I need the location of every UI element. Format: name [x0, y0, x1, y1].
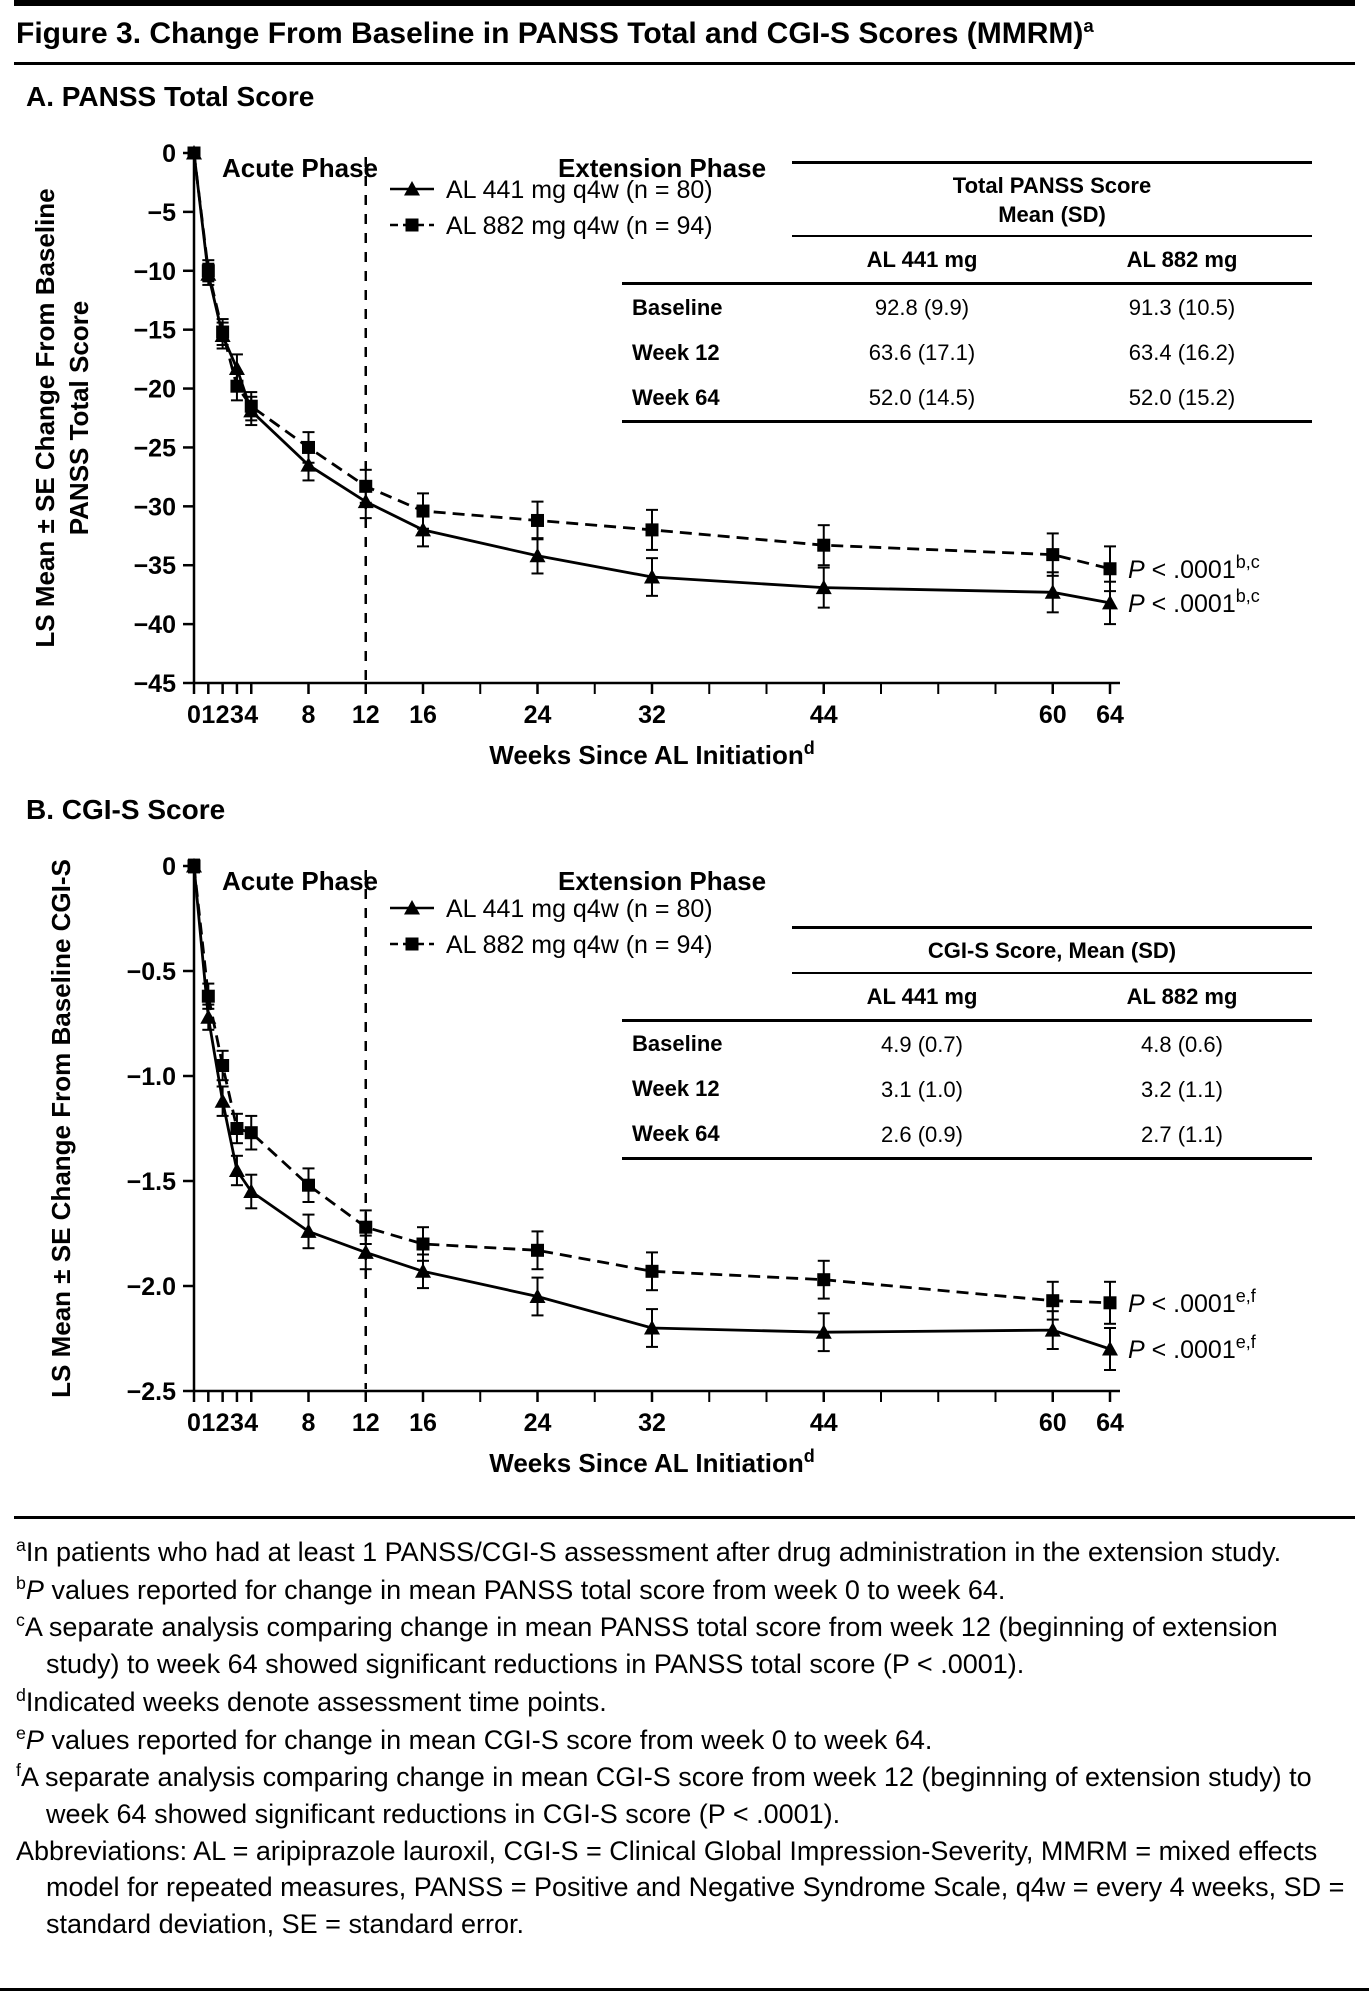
cell: 3.1 (1.0)	[881, 1076, 963, 1102]
cgis-chart	[14, 826, 1355, 1486]
y-tick-label: −5	[147, 198, 176, 227]
x-tick-label: 32	[638, 701, 666, 729]
figure-title-bar	[14, 0, 1355, 65]
footnote-marker: e	[16, 1722, 26, 1743]
square-marker	[1046, 1294, 1059, 1307]
footnote-text: values reported for change in mean CGI-S score from week 0 to week 64.	[43, 1724, 933, 1755]
y-tick-label: −30	[133, 493, 176, 522]
cell: 92.8 (9.9)	[874, 295, 970, 321]
x-tick-label: 1	[201, 701, 216, 729]
table-title-line: Mean (SD)	[998, 201, 1106, 227]
x-tick-label: 12	[351, 701, 380, 729]
row-label: Baseline	[632, 294, 723, 320]
figure-title-superscript: a	[1083, 15, 1094, 36]
legend-entry-label: AL 882 mg q4w (n = 94)	[446, 212, 713, 240]
panss-summary-table	[622, 161, 1312, 423]
cell: 3.2 (1.1)	[1141, 1076, 1223, 1102]
acute-phase-label: Acute Phase	[221, 866, 379, 896]
x-axis	[187, 683, 1124, 729]
table-column-headers	[622, 237, 1312, 285]
x-tick-label: 60	[1038, 1409, 1067, 1437]
x-tick-label: 44	[809, 701, 838, 729]
y-tick-label: −45	[133, 670, 176, 698]
y-tick-label: −0.5	[126, 958, 176, 986]
extension-phase-label: Extension Phase	[557, 153, 767, 183]
y-tick-label: −1.0	[126, 1063, 176, 1091]
y-tick-label: −10	[133, 257, 176, 286]
square-marker	[646, 1265, 659, 1278]
svg-text:Weeks Since AL Initiationd: Weeks Since AL Initiation$^d$	[489, 1446, 815, 1478]
p-value-label: $P < .0001^{b,c}$	[1128, 551, 1260, 584]
x-tick-label: 4	[244, 701, 259, 729]
square-marker	[817, 1273, 830, 1286]
square-marker	[202, 264, 215, 277]
y-axis-label	[30, 188, 94, 647]
cell: 2.6 (0.9)	[881, 1121, 963, 1147]
abbreviations	[16, 1833, 1351, 1943]
y-tick-label: −40	[133, 611, 176, 640]
x-tick-label: 44	[809, 1409, 838, 1437]
svg-text:PANSS Total Score: PANSS Total Score	[64, 300, 94, 536]
square-marker	[531, 514, 544, 527]
column-header: AL 882 mg	[1126, 983, 1238, 1009]
table-corner	[622, 237, 792, 282]
y-axis	[134, 140, 194, 698]
square-marker	[230, 380, 243, 393]
x-tick-label: 16	[409, 1409, 437, 1437]
row-label: Week 12	[632, 1076, 720, 1102]
figure-title-text: Figure 3. Change From Baseline in PANSS Total and CGI-S Scores (MMRM)	[16, 17, 1084, 50]
table-title-row	[622, 926, 1312, 974]
footnote-e	[16, 1721, 1351, 1759]
square-marker	[406, 938, 419, 951]
table-row	[622, 375, 1312, 423]
footnote-lead: P	[25, 1724, 44, 1755]
footnote-text: A separate analysis comparing change in mean PANSS total score from week 12 (beginning of extension study) to week 64 showed significant reductions in PANSS total score (P < .0001).	[24, 1612, 1278, 1680]
x-tick-label: 0	[187, 1409, 201, 1437]
column-header: AL 441 mg	[866, 247, 978, 273]
cell: 63.6 (17.1)	[868, 340, 976, 366]
panss-chart	[14, 113, 1355, 778]
cell: 52.0 (14.5)	[868, 385, 976, 411]
triangle-marker	[229, 1163, 245, 1178]
y-tick-label: −35	[133, 552, 176, 581]
x-tick-label: 64	[1096, 1409, 1124, 1437]
footnote-f	[16, 1758, 1351, 1832]
row-label: Week 64	[632, 1121, 720, 1147]
y-axis-label	[46, 859, 76, 1398]
row-label: Baseline	[632, 1031, 723, 1057]
square-marker	[359, 480, 372, 493]
footnote-d	[16, 1683, 1351, 1721]
square-marker	[245, 1126, 258, 1139]
y-tick-label: −2.5	[126, 1378, 176, 1406]
y-tick-label: −25	[133, 434, 176, 463]
footnote-a	[16, 1533, 1351, 1571]
x-tick-label: 24	[523, 1409, 552, 1437]
panel-b-heading: B. CGI-S Score	[26, 794, 226, 825]
y-tick-label: −2.0	[126, 1273, 176, 1301]
cell: 63.4 (16.2)	[1128, 340, 1236, 366]
y-tick-label: −15	[133, 316, 176, 345]
x-axis-label	[489, 1446, 815, 1478]
cell: 91.3 (10.5)	[1128, 295, 1236, 321]
legend-entry-label: AL 441 mg q4w (n = 80)	[446, 895, 713, 923]
x-tick-label: 0	[187, 701, 201, 729]
p-value-label: $P < .0001^{e,f}$	[1128, 1285, 1256, 1318]
x-tick-label: 16	[409, 701, 437, 729]
row-label: Week 64	[632, 384, 720, 410]
cell: 2.7 (1.1)	[1141, 1121, 1223, 1147]
table-row	[622, 1022, 1312, 1067]
square-marker	[230, 1122, 243, 1135]
square-marker	[216, 326, 229, 339]
footnote-text: values reported for change in mean PANSS total score from week 0 to week 64.	[43, 1574, 1006, 1605]
y-tick-label: −20	[133, 375, 176, 404]
column-header: AL 441 mg	[866, 983, 978, 1009]
square-marker	[202, 990, 215, 1003]
square-marker	[188, 147, 201, 160]
square-marker	[817, 539, 830, 552]
x-tick-label: 60	[1038, 701, 1067, 729]
footnote-lead: P	[25, 1574, 44, 1605]
square-marker	[245, 400, 258, 413]
footnote-text: A separate analysis comparing change in mean CGI-S score from week 12 (beginning of extension study) to week 64 showed significant reductions in CGI-S score (P < .0001).	[20, 1762, 1312, 1830]
x-tick-label: 3	[229, 1409, 244, 1437]
square-marker	[359, 1221, 372, 1234]
y-tick-label: −1.5	[126, 1168, 176, 1196]
square-marker	[417, 505, 430, 518]
footnote-c	[16, 1608, 1351, 1682]
panel-a-heading: A. PANSS Total Score	[26, 81, 315, 112]
row-label: Week 12	[632, 339, 720, 365]
cell: 4.9 (0.7)	[881, 1031, 963, 1057]
footnotes	[14, 1516, 1355, 1961]
phase-labels	[222, 866, 766, 896]
svg-text:LS Mean ± SE Change From Basel: LS Mean ± SE Change From Baseline CGI-S	[46, 859, 76, 1398]
x-tick-label: 4	[244, 1409, 259, 1437]
footnote-marker: f	[16, 1760, 21, 1781]
table-corner	[622, 974, 792, 1019]
extension-phase-label: Extension Phase	[557, 866, 767, 896]
legend-entry-label: AL 882 mg q4w (n = 94)	[446, 931, 713, 959]
table-row	[622, 285, 1312, 330]
legend-entry-label: AL 441 mg q4w (n = 80)	[446, 176, 713, 204]
table-row	[622, 1112, 1312, 1160]
panel-b	[14, 794, 1355, 1486]
table-title-row	[622, 161, 1312, 237]
x-tick-label: 3	[229, 701, 244, 729]
x-tick-label: 8	[301, 701, 316, 729]
x-axis-label	[489, 738, 815, 770]
cell: 52.0 (15.2)	[1128, 385, 1236, 411]
square-marker	[531, 1244, 544, 1257]
table-row	[622, 330, 1312, 375]
p-value-label: $P < .0001^{e,f}$	[1128, 1332, 1256, 1364]
footnote-b	[16, 1571, 1351, 1609]
square-marker	[1104, 1296, 1117, 1309]
table-title	[792, 161, 1312, 237]
x-tick-label: 8	[301, 1409, 316, 1437]
x-tick-label: 2	[215, 701, 230, 729]
acute-phase-label: Acute Phase	[221, 153, 379, 183]
cell: 4.8 (0.6)	[1141, 1031, 1223, 1057]
figure-title	[16, 15, 1353, 51]
square-marker	[417, 1238, 430, 1251]
table-column-headers	[622, 974, 1312, 1022]
x-tick-label: 1	[201, 1409, 216, 1437]
cgis-summary-table	[622, 926, 1312, 1160]
table-corner	[622, 161, 792, 237]
y-tick-label: 0	[162, 140, 176, 168]
x-tick-label: 2	[215, 1409, 230, 1437]
square-marker	[302, 441, 315, 454]
column-header: AL 882 mg	[1126, 247, 1238, 273]
square-marker	[216, 1059, 229, 1072]
triangle-marker	[301, 1223, 317, 1238]
abbreviations-text: Abbreviations: AL = aripiprazole lauroxil, CGI-S = Clinical Global Impression-Severity, MMRM = mixed effects model for repeated measures, PANSS = Positive and Negative Syndrome Scale, q4w = every 4 weeks, SD = standard deviation, SE = standard error.	[16, 1835, 1345, 1940]
footnote-marker: c	[16, 1610, 25, 1631]
table-corner	[622, 926, 792, 974]
footnote-marker: d	[16, 1684, 26, 1705]
x-tick-label: 12	[351, 1409, 380, 1437]
table-title-line: Total PANSS Score	[952, 173, 1152, 198]
square-marker	[302, 1179, 315, 1192]
svg-text:LS Mean ± SE Change From Basel: LS Mean ± SE Change From Baseline	[30, 188, 60, 648]
x-axis	[187, 1391, 1124, 1437]
x-tick-label: 64	[1096, 701, 1124, 729]
y-axis	[127, 853, 194, 1406]
table-title-line: CGI-S Score, Mean (SD)	[927, 938, 1177, 963]
square-marker	[646, 523, 659, 536]
square-marker	[188, 860, 201, 873]
footnote-marker: b	[16, 1572, 26, 1593]
table-title	[792, 926, 1312, 974]
x-tick-label: 24	[523, 701, 552, 729]
square-marker	[1104, 562, 1117, 575]
footnote-text: In patients who had at least 1 PANSS/CGI-S assessment after drug administration in the extension study.	[25, 1537, 1282, 1567]
panel-a	[14, 81, 1355, 778]
svg-text:Weeks Since AL Initiationd: Weeks Since AL Initiation$^d$	[489, 738, 815, 770]
square-marker	[406, 219, 419, 232]
table-row	[622, 1067, 1312, 1112]
x-tick-label: 32	[638, 1409, 666, 1437]
y-tick-label: 0	[162, 853, 176, 881]
p-value-label: $P < .0001^{b,c}$	[1128, 585, 1260, 618]
footnote-marker: a	[16, 1535, 26, 1555]
footnote-text: Indicated weeks denote assessment time points.	[25, 1686, 607, 1717]
square-marker	[1046, 548, 1059, 561]
